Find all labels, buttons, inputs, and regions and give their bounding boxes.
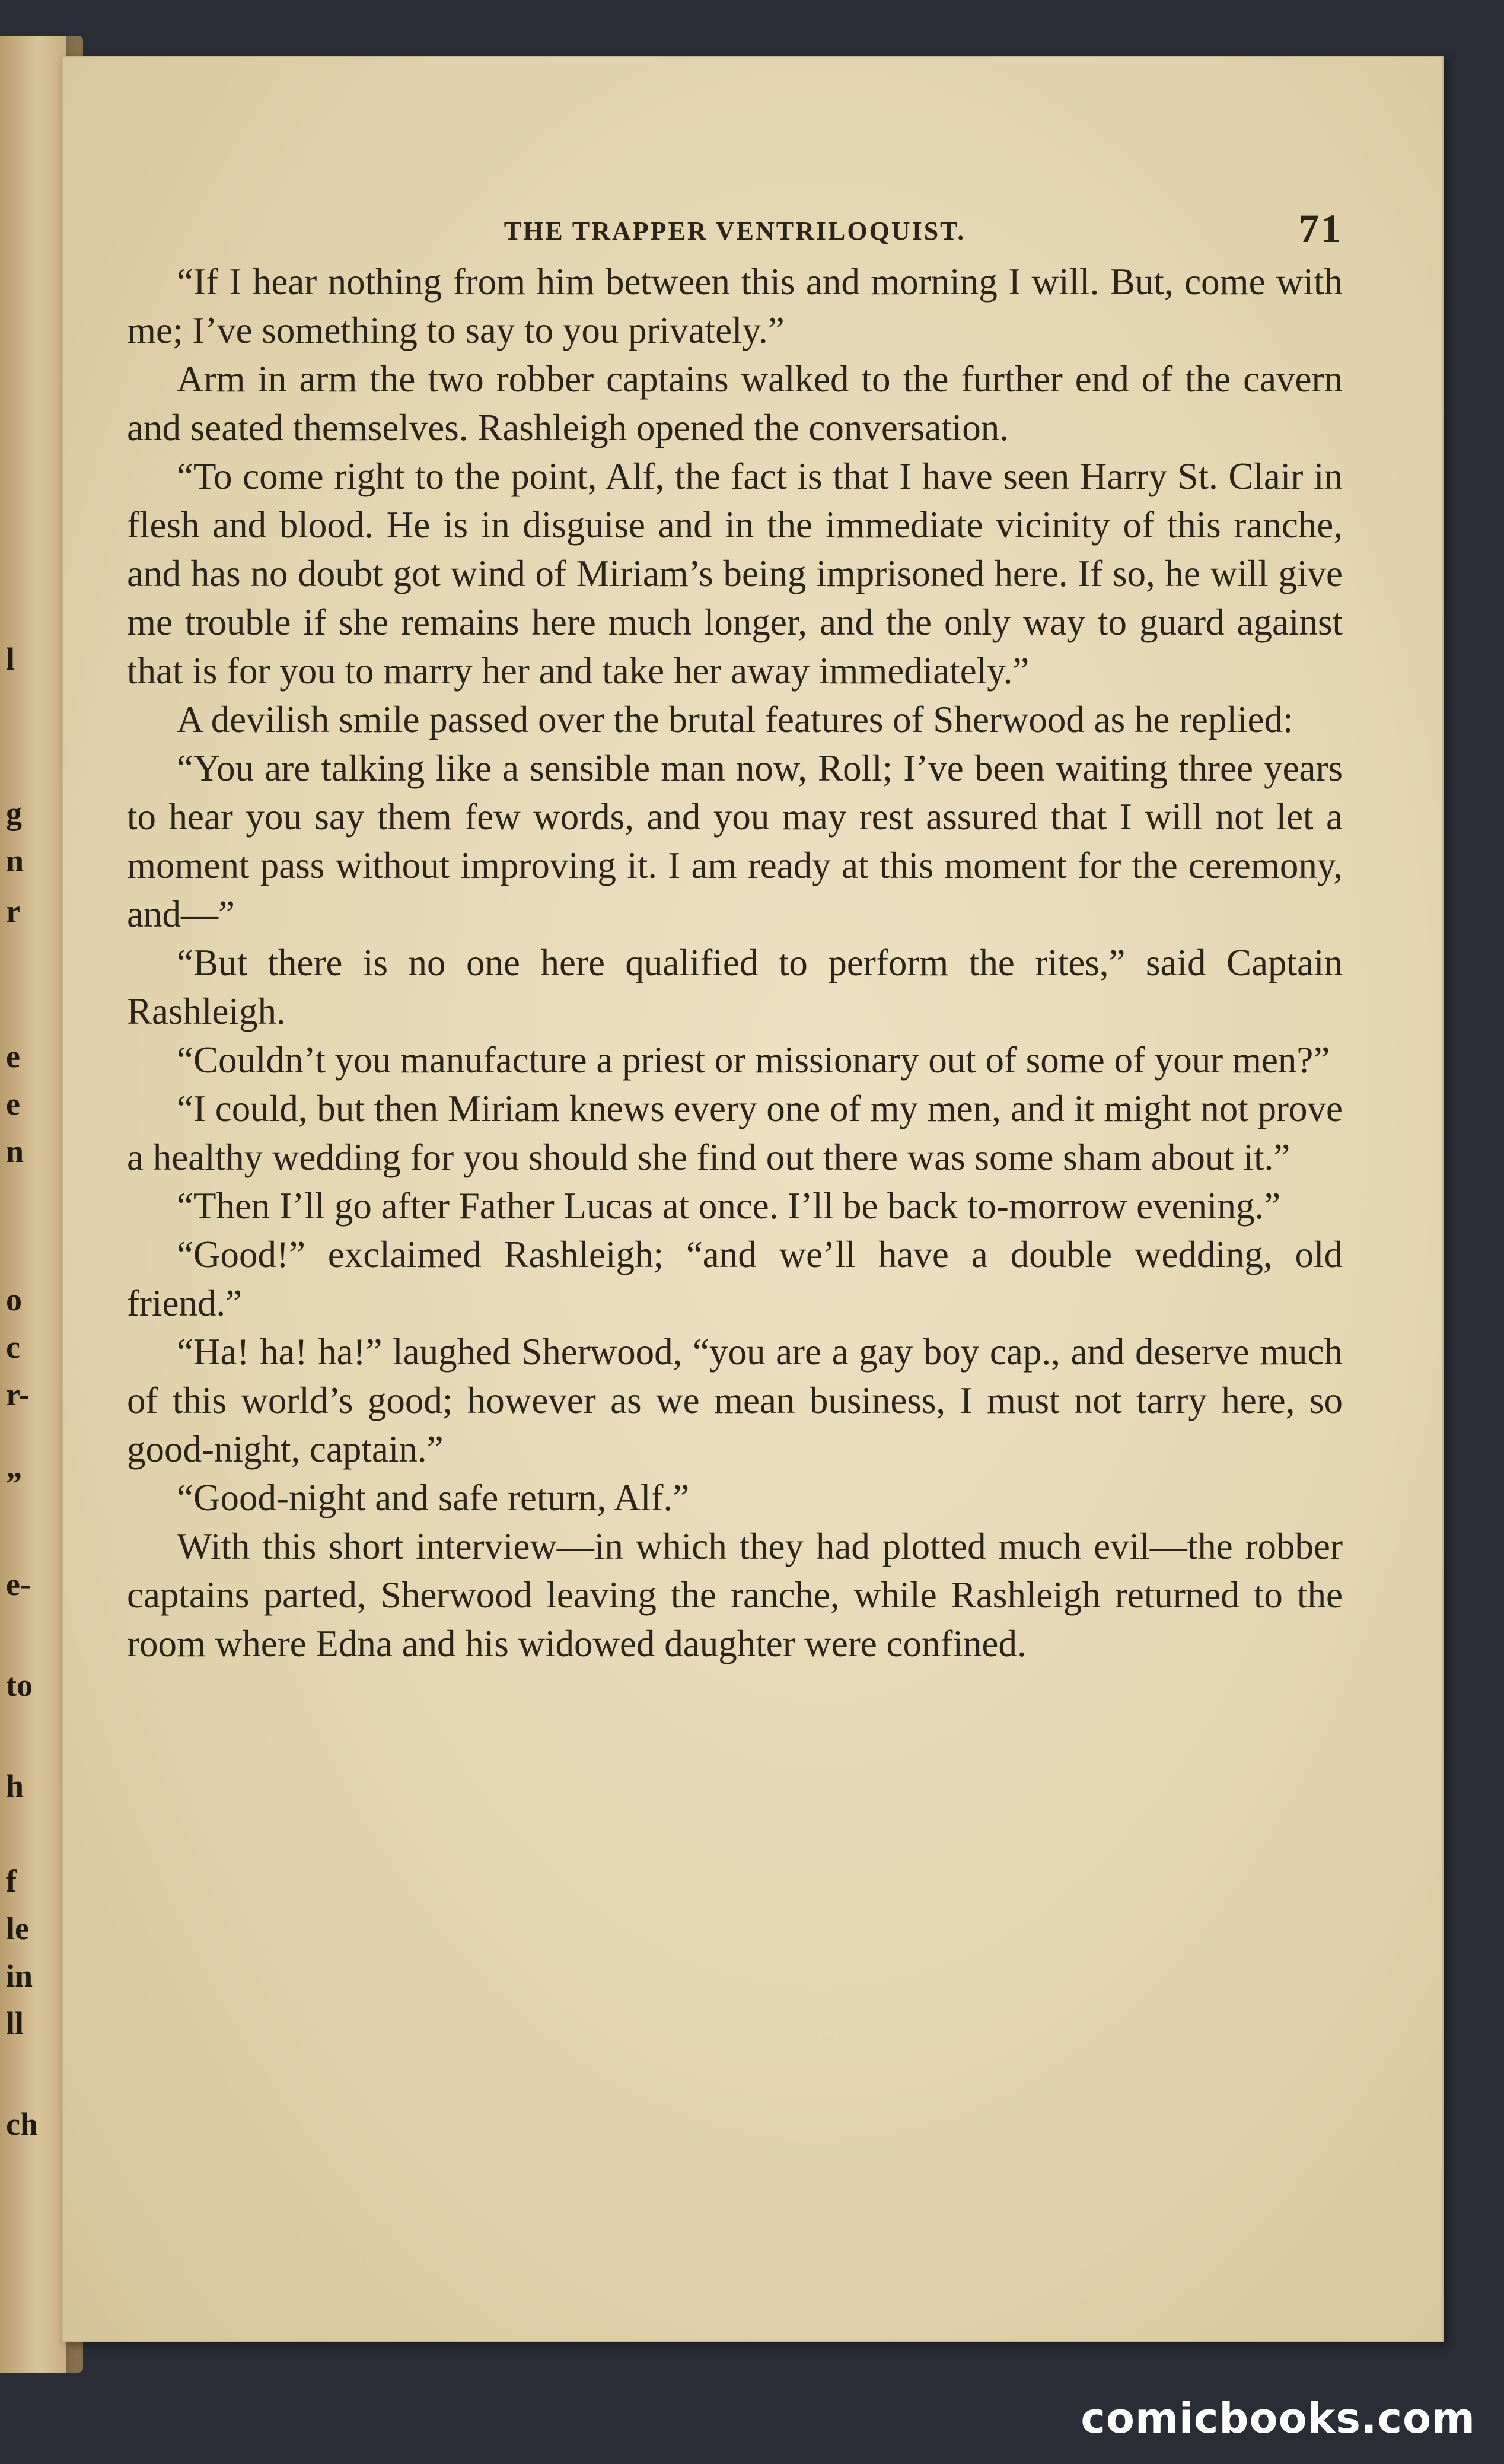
paragraph: “Good!” exclaimed Rashleigh; “and we’ll have a double wedding, old friend.” <box>127 1234 1343 1324</box>
margin-fragment: ” <box>6 1466 22 1501</box>
paragraph: “Then I’ll go after Father Lucas at once. I’ll be back to-morrow evening.” <box>177 1185 1281 1227</box>
book-page <box>62 56 1444 2342</box>
paragraph: “To come right to the point, Alf, the fact is that I have seen Harry St. Clair in flesh and blood. He is in disguise and in the immediate vicinity of this ranche, and has no doubt got wind of Miriam’s being imprisoned here. If so, he will give me trouble if she remains here much longer, and the only way to guard against that is for you to marry her and take her away immediately.” <box>127 456 1343 692</box>
margin-fragment: to <box>6 1667 33 1703</box>
margin-fragment: n <box>6 1134 24 1169</box>
margin-fragment: f <box>6 1863 17 1899</box>
margin-fragment: ch <box>6 2106 38 2142</box>
paragraph: Arm in arm the two robber captains walked to the further end of the cavern and seated themselves. Rashleigh opened the conversation. <box>127 358 1343 448</box>
paragraph: “If I hear nothing from him between this and morning I will. But, come with me; I’ve something to say to you privately.” <box>127 261 1343 351</box>
margin-fragment: h <box>6 1768 24 1804</box>
paragraph: “Ha! ha! ha!” laughed Sherwood, “you are a gay boy cap., and deserve much of this world’s good; however as we mean business, I must not tarry here, so good-night, captain.” <box>127 1331 1343 1470</box>
margin-fragment: l <box>6 641 15 677</box>
margin-fragment: e <box>6 1086 20 1122</box>
paragraph: “Good-night and safe return, Alf.” <box>177 1477 690 1518</box>
body-text <box>127 257 1343 1668</box>
margin-fragment: ll <box>6 2005 24 2041</box>
margin-fragment: in <box>6 1958 33 1994</box>
margin-fragment: n <box>6 843 24 878</box>
paragraph: “You are talking like a sensible man now, Roll; I’ve been waiting three years to hear you say them few words, and you may rest assured that I will not let a moment pass without improving it. I am ready at this moment for the ceremony, and—” <box>127 747 1343 935</box>
margin-fragment: c <box>6 1329 20 1365</box>
running-title: THE TRAPPER VENTRILOQUIST. <box>504 217 966 246</box>
margin-fragment: le <box>6 1911 29 1946</box>
running-head <box>127 192 1343 257</box>
margin-fragment: e- <box>6 1567 31 1602</box>
paragraph: “Couldn’t you manufacture a priest or missionary out of some of your men?” <box>177 1039 1330 1081</box>
margin-fragment: e <box>6 1039 20 1074</box>
margin-fragment: r <box>6 893 20 929</box>
paragraph: With this short interview—in which they had plotted much evil—the robber captains parted, Sherwood leaving the ranche, while Rashleigh returned to the room where Edna and his widowed daughter were confined. <box>127 1526 1343 1664</box>
paragraph: “I could, but then Miriam knews every one of my men, and it might not prove a healthy wedding for you should she find out there was some sham about it.” <box>127 1088 1343 1178</box>
margin-fragment: o <box>6 1282 22 1317</box>
site-watermark: comicbooks.com <box>1081 2394 1476 2443</box>
margin-fragment: g <box>6 795 22 831</box>
margin-fragment: r- <box>6 1377 30 1412</box>
paragraph: “But there is no one here qualified to perform the rites,” said Captain Rashleigh. <box>127 942 1343 1032</box>
page-number: 71 <box>1299 206 1343 251</box>
page-content <box>127 192 1343 1668</box>
paragraph: A devilish smile passed over the brutal features of Sherwood as he replied: <box>177 699 1293 740</box>
facing-page-fragments <box>0 0 62 2464</box>
